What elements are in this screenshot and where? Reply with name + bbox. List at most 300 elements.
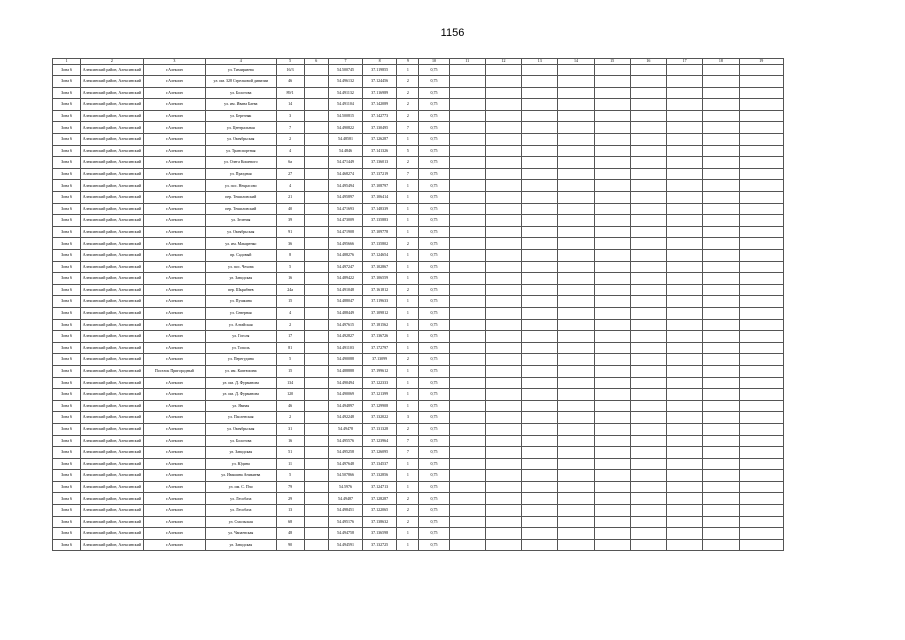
cell-type: Зона 6 (53, 226, 81, 238)
empty-cell (558, 423, 594, 435)
cell-volume: 0,75 (419, 528, 449, 540)
empty-cell (449, 284, 485, 296)
empty-cell (739, 377, 784, 389)
empty-cell (304, 284, 328, 296)
cell-count: 1 (397, 377, 419, 389)
cell-volume: 0,75 (419, 389, 449, 401)
empty-cell (485, 238, 521, 250)
empty-cell (667, 180, 703, 192)
empty-cell (667, 110, 703, 122)
empty-cell (739, 87, 784, 99)
empty-cell (594, 528, 630, 540)
cell-lon: 37.108797 (363, 180, 397, 192)
empty-cell (703, 516, 739, 528)
cell-volume: 0,75 (419, 284, 449, 296)
empty-cell (630, 377, 666, 389)
cell-count: 1 (397, 389, 419, 401)
cell-street: ул. Перегудина (206, 354, 276, 366)
empty-cell (630, 412, 666, 424)
empty-cell (667, 215, 703, 227)
cell-count: 2 (397, 238, 419, 250)
empty-cell (703, 157, 739, 169)
empty-cell (594, 331, 630, 343)
empty-cell (485, 389, 521, 401)
empty-cell (667, 400, 703, 412)
cell-count: 7 (397, 122, 419, 134)
empty-cell (449, 226, 485, 238)
cell-lon: 37.119633 (363, 296, 397, 308)
cell-lon: 37.136598 (363, 528, 397, 540)
table-row (53, 319, 784, 331)
cell-lon: 37.129908 (363, 400, 397, 412)
cell-count: 1 (397, 261, 419, 273)
empty-cell (703, 250, 739, 262)
empty-cell (485, 458, 521, 470)
empty-cell (485, 168, 521, 180)
empty-cell (739, 110, 784, 122)
empty-cell (630, 99, 666, 111)
empty-cell (594, 354, 630, 366)
empty-cell (304, 122, 328, 134)
empty-cell (594, 412, 630, 424)
empty-cell (304, 273, 328, 285)
table-row (53, 157, 784, 169)
empty-cell (558, 412, 594, 424)
cell-house: 14 (276, 99, 304, 111)
table-row (53, 493, 784, 505)
cell-settlement: г.Алексин (143, 226, 205, 238)
table-row (53, 238, 784, 250)
table-row (53, 134, 784, 146)
cell-count: 1 (397, 180, 419, 192)
cell-lat: 54.49487 (328, 493, 362, 505)
empty-cell (739, 99, 784, 111)
empty-cell (449, 389, 485, 401)
empty-cell (703, 539, 739, 551)
empty-cell (594, 516, 630, 528)
cell-type: Зона 6 (53, 528, 81, 540)
empty-cell (522, 505, 558, 517)
empty-cell (304, 435, 328, 447)
cell-street: ул. пос. Чехова (206, 261, 276, 273)
empty-cell (558, 215, 594, 227)
empty-cell (449, 261, 485, 273)
table-row (53, 261, 784, 273)
empty-cell (703, 203, 739, 215)
cell-district: Алексинский район, Алексинский (81, 122, 143, 134)
empty-cell (449, 145, 485, 157)
cell-count: 1 (397, 273, 419, 285)
empty-cell (630, 273, 666, 285)
cell-lat: 54.495494 (328, 180, 362, 192)
cell-street: ул. им. Каптюхина (206, 365, 276, 377)
empty-cell (739, 423, 784, 435)
empty-cell (304, 192, 328, 204)
empty-cell (558, 192, 594, 204)
table-row (53, 307, 784, 319)
empty-cell (558, 284, 594, 296)
cell-settlement: г.Алексин (143, 528, 205, 540)
empty-cell (703, 87, 739, 99)
empty-cell (630, 493, 666, 505)
empty-cell (594, 505, 630, 517)
cell-district: Алексинский район, Алексинский (81, 319, 143, 331)
cell-type: Зона 6 (53, 319, 81, 331)
empty-cell (522, 539, 558, 551)
empty-cell (304, 470, 328, 482)
empty-cell (594, 168, 630, 180)
empty-cell (485, 226, 521, 238)
empty-cell (630, 238, 666, 250)
cell-count: 1 (397, 342, 419, 354)
cell-street: ул. Зеленая (206, 215, 276, 227)
empty-cell (485, 365, 521, 377)
empty-cell (449, 539, 485, 551)
cell-volume: 0,75 (419, 99, 449, 111)
cell-house: 90 (276, 539, 304, 551)
cell-count: 1 (397, 307, 419, 319)
empty-cell (304, 412, 328, 424)
empty-cell (522, 157, 558, 169)
cell-settlement: г.Алексин (143, 215, 205, 227)
cell-district: Алексинский район, Алексинский (81, 284, 143, 296)
empty-cell (739, 122, 784, 134)
empty-cell (667, 122, 703, 134)
cell-lat: 54.492248 (328, 412, 362, 424)
cell-settlement: г.Алексин (143, 76, 205, 88)
empty-cell (703, 481, 739, 493)
empty-cell (703, 470, 739, 482)
empty-cell (558, 87, 594, 99)
empty-cell (594, 180, 630, 192)
cell-house: 120 (276, 389, 304, 401)
cell-type: Зона 6 (53, 238, 81, 250)
column-header: 1 (53, 59, 81, 65)
empty-cell (304, 157, 328, 169)
cell-street: ул. Пасленская (206, 412, 276, 424)
empty-cell (304, 296, 328, 308)
empty-cell (558, 134, 594, 146)
cell-street: ул. Болотова (206, 435, 276, 447)
empty-cell (667, 481, 703, 493)
empty-cell (703, 122, 739, 134)
empty-cell (594, 423, 630, 435)
cell-settlement: г.Алексин (143, 389, 205, 401)
cell-street: пр. Садовый (206, 250, 276, 262)
cell-lat: 54.491104 (328, 99, 362, 111)
column-header: 17 (667, 59, 703, 65)
empty-cell (558, 180, 594, 192)
empty-cell (485, 307, 521, 319)
cell-district: Алексинский район, Алексинский (81, 528, 143, 540)
cell-type: Зона 6 (53, 307, 81, 319)
cell-house: 5 (276, 261, 304, 273)
empty-cell (522, 400, 558, 412)
table-row (53, 64, 784, 76)
empty-cell (739, 470, 784, 482)
column-header: 10 (419, 59, 449, 65)
cell-district: Алексинский район, Алексинский (81, 423, 143, 435)
cell-street: ул. Лесобаза (206, 493, 276, 505)
cell-type: Зона 6 (53, 539, 81, 551)
cell-settlement: г.Алексин (143, 400, 205, 412)
cell-house: 4 (276, 180, 304, 192)
cell-type: Зона 6 (53, 423, 81, 435)
empty-cell (739, 250, 784, 262)
empty-cell (558, 493, 594, 505)
empty-cell (522, 226, 558, 238)
cell-lon: 37.109778 (363, 226, 397, 238)
empty-cell (558, 238, 594, 250)
empty-cell (630, 250, 666, 262)
cell-settlement: г.Алексин (143, 447, 205, 459)
empty-cell (630, 226, 666, 238)
cell-lat: 54.495666 (328, 238, 362, 250)
cell-type: Зона 6 (53, 458, 81, 470)
table-row (53, 331, 784, 343)
cell-count: 2 (397, 110, 419, 122)
empty-cell (630, 505, 666, 517)
cell-settlement: г.Алексин (143, 168, 205, 180)
cell-count: 7 (397, 447, 419, 459)
empty-cell (449, 481, 485, 493)
empty-cell (485, 250, 521, 262)
empty-cell (667, 145, 703, 157)
cell-lat: 54.489422 (328, 273, 362, 285)
cell-count: 2 (397, 493, 419, 505)
empty-cell (522, 110, 558, 122)
empty-cell (449, 412, 485, 424)
empty-cell (703, 458, 739, 470)
empty-cell (703, 447, 739, 459)
empty-cell (667, 365, 703, 377)
cell-type: Зона 6 (53, 250, 81, 262)
empty-cell (558, 76, 594, 88)
empty-cell (485, 493, 521, 505)
cell-street: ул. Алтайская (206, 319, 276, 331)
cell-house: 17 (276, 331, 304, 343)
cell-type: Зона 6 (53, 284, 81, 296)
empty-cell (449, 180, 485, 192)
cell-count: 1 (397, 226, 419, 238)
cell-count: 1 (397, 365, 419, 377)
cell-house: 51 (276, 447, 304, 459)
cell-house: 79 (276, 481, 304, 493)
table-row (53, 389, 784, 401)
cell-settlement: г.Алексин (143, 539, 205, 551)
cell-type: Зона 6 (53, 134, 81, 146)
cell-house: 16 (276, 273, 304, 285)
cell-type: Зона 6 (53, 87, 81, 99)
empty-cell (449, 250, 485, 262)
cell-type: Зона 6 (53, 470, 81, 482)
empty-cell (739, 180, 784, 192)
empty-cell (304, 134, 328, 146)
empty-cell (667, 203, 703, 215)
cell-count: 2 (397, 87, 419, 99)
cell-type: Зона 6 (53, 389, 81, 401)
empty-cell (594, 226, 630, 238)
empty-cell (594, 157, 630, 169)
empty-cell (304, 203, 328, 215)
empty-cell (522, 261, 558, 273)
empty-cell (703, 145, 739, 157)
empty-cell (703, 273, 739, 285)
cell-type: Зона 6 (53, 261, 81, 273)
cell-count: 7 (397, 435, 419, 447)
empty-cell (449, 342, 485, 354)
empty-cell (703, 423, 739, 435)
empty-cell (449, 122, 485, 134)
cell-district: Алексинский район, Алексинский (81, 458, 143, 470)
empty-cell (630, 481, 666, 493)
cell-volume: 0,75 (419, 296, 449, 308)
empty-cell (522, 64, 558, 76)
cell-type: Зона 6 (53, 145, 81, 157)
cell-count: 1 (397, 296, 419, 308)
empty-cell (630, 157, 666, 169)
empty-cell (630, 331, 666, 343)
empty-cell (558, 307, 594, 319)
empty-cell (304, 250, 328, 262)
cell-district: Алексинский район, Алексинский (81, 238, 143, 250)
cell-street: ул. Заводская (206, 447, 276, 459)
empty-cell (630, 400, 666, 412)
empty-cell (594, 470, 630, 482)
cell-type: Зона 6 (53, 400, 81, 412)
cell-settlement: г.Алексин (143, 505, 205, 517)
empty-cell (630, 64, 666, 76)
empty-cell (558, 539, 594, 551)
empty-cell (485, 400, 521, 412)
empty-cell (703, 99, 739, 111)
cell-settlement: г.Алексин (143, 134, 205, 146)
empty-cell (449, 203, 485, 215)
empty-cell (522, 528, 558, 540)
cell-lon: 37.142773 (363, 110, 397, 122)
cell-volume: 0,75 (419, 215, 449, 227)
empty-cell (630, 192, 666, 204)
empty-cell (485, 342, 521, 354)
table-row (53, 284, 784, 296)
empty-cell (485, 64, 521, 76)
cell-lon: 37.106559 (363, 273, 397, 285)
empty-cell (485, 435, 521, 447)
table-row (53, 365, 784, 377)
empty-cell (739, 296, 784, 308)
cell-lon: 37.172797 (363, 342, 397, 354)
empty-cell (522, 180, 558, 192)
cell-volume: 0,75 (419, 110, 449, 122)
empty-cell (485, 215, 521, 227)
cell-street: ул. Северная (206, 307, 276, 319)
cell-count: 2 (397, 505, 419, 517)
cell-count: 2 (397, 157, 419, 169)
empty-cell (594, 458, 630, 470)
empty-cell (594, 539, 630, 551)
empty-cell (739, 134, 784, 146)
cell-lon: 37.132856 (363, 470, 397, 482)
cell-lon: 37.109812 (363, 307, 397, 319)
table-row (53, 76, 784, 88)
cell-count: 2 (397, 516, 419, 528)
empty-cell (594, 99, 630, 111)
empty-cell (522, 99, 558, 111)
empty-cell (739, 238, 784, 250)
cell-district: Алексинский район, Алексинский (81, 296, 143, 308)
empty-cell (667, 447, 703, 459)
empty-cell (703, 296, 739, 308)
cell-lat: 54.491103 (328, 342, 362, 354)
empty-cell (304, 87, 328, 99)
empty-cell (630, 122, 666, 134)
cell-district: Алексинский район, Алексинский (81, 180, 143, 192)
empty-cell (522, 319, 558, 331)
empty-cell (522, 250, 558, 262)
cell-lat: 54.500745 (328, 64, 362, 76)
empty-cell (594, 250, 630, 262)
cell-lat: 54.491048 (328, 284, 362, 296)
cell-house: 5 (276, 354, 304, 366)
cell-settlement: г.Алексин (143, 87, 205, 99)
cell-type: Зона 6 (53, 447, 81, 459)
empty-cell (667, 505, 703, 517)
empty-cell (594, 110, 630, 122)
empty-cell (449, 400, 485, 412)
cell-count: 1 (397, 458, 419, 470)
empty-cell (558, 157, 594, 169)
cell-volume: 0,75 (419, 435, 449, 447)
cell-lon: 37.128287 (363, 493, 397, 505)
table-row (53, 273, 784, 285)
empty-cell (703, 377, 739, 389)
empty-cell (304, 238, 328, 250)
cell-street: ул. Болотова (206, 87, 276, 99)
empty-cell (522, 134, 558, 146)
cell-volume: 0,75 (419, 134, 449, 146)
cell-volume: 0,75 (419, 365, 449, 377)
table-row (53, 180, 784, 192)
cell-volume: 0,75 (419, 226, 449, 238)
empty-cell (594, 389, 630, 401)
column-header: 5 (276, 59, 304, 65)
cell-street: ул. Смольская (206, 516, 276, 528)
cell-type: Зона 6 (53, 122, 81, 134)
empty-cell (667, 377, 703, 389)
empty-cell (703, 354, 739, 366)
cell-house: 13 (276, 505, 304, 517)
cell-district: Алексинский район, Алексинский (81, 250, 143, 262)
empty-cell (449, 423, 485, 435)
empty-cell (304, 400, 328, 412)
cell-lon: 37.142089 (363, 99, 397, 111)
empty-cell (630, 296, 666, 308)
empty-cell (667, 64, 703, 76)
cell-lon: 37.126095 (363, 447, 397, 459)
empty-cell (522, 145, 558, 157)
cell-lon: 37.119855 (363, 64, 397, 76)
empty-cell (485, 528, 521, 540)
empty-cell (739, 226, 784, 238)
empty-cell (485, 296, 521, 308)
empty-cell (558, 203, 594, 215)
cell-type: Зона 6 (53, 157, 81, 169)
empty-cell (485, 145, 521, 157)
column-header: 4 (206, 59, 276, 65)
cell-house: 7 (276, 122, 304, 134)
cell-house: 81 (276, 342, 304, 354)
cell-district: Алексинский район, Алексинский (81, 192, 143, 204)
